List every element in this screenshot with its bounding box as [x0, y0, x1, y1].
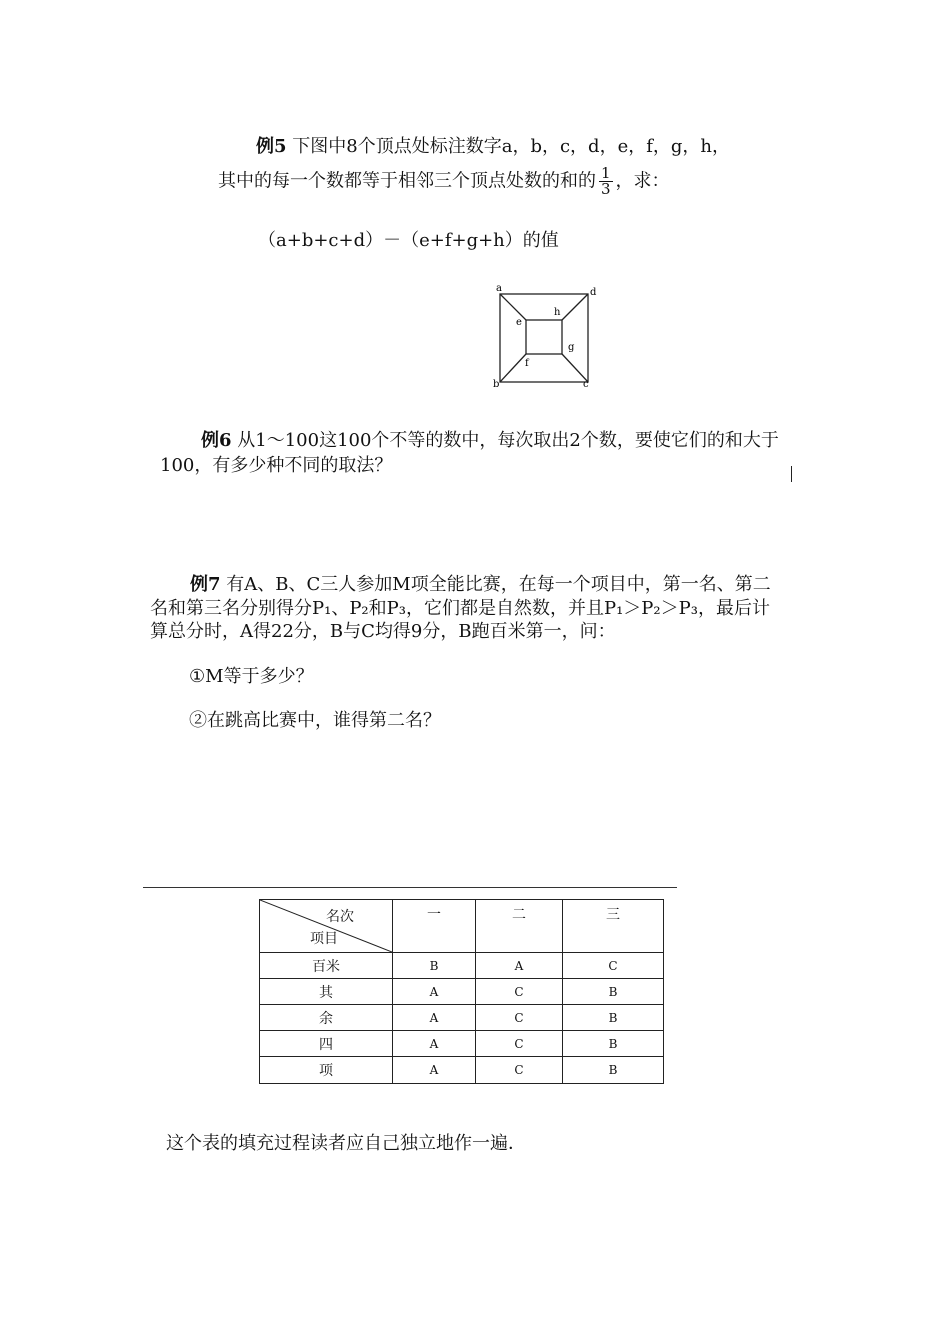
- table-cell: C: [476, 979, 563, 1005]
- column-header-3: 三: [563, 900, 664, 953]
- vertex-label-e: e: [516, 317, 522, 328]
- row-name: 项: [260, 1057, 393, 1084]
- closing-sentence: 这个表的填充过程读者应自己独立地作一遍．: [166, 1133, 526, 1154]
- table-cell: A: [393, 1005, 476, 1031]
- table-cell: C: [476, 1031, 563, 1057]
- column-header-1: 一: [393, 900, 476, 953]
- column-header-2: 二: [476, 900, 563, 953]
- vertex-label-c: c: [583, 379, 589, 390]
- ranking-table: [259, 899, 664, 1084]
- edge-d-h: [562, 294, 588, 320]
- table-header-row: [260, 900, 664, 953]
- fraction-numerator: 1: [601, 164, 611, 182]
- ex5-text2: 其中的每一个数都等于相邻三个顶点处数的和的: [218, 170, 596, 192]
- ex5-expression: （a+b+c+d）－（e+f+g+h）的值: [258, 230, 559, 251]
- table-cell: C: [476, 1005, 563, 1031]
- nested-squares-figure: [490, 280, 610, 395]
- row-name: 其: [260, 979, 393, 1005]
- table-row: [260, 953, 664, 979]
- ex7-question1: ①M等于多少？: [189, 666, 314, 687]
- ex7-line1: [190, 574, 771, 596]
- ex7-label: 例7: [190, 574, 221, 595]
- row-name: 四: [260, 1031, 393, 1057]
- fraction-one-third: [599, 166, 613, 197]
- table-diagonal-header: [260, 900, 393, 953]
- vertex-label-h: h: [554, 307, 561, 318]
- ex7-text1: 有A、B、C三人参加M项全能比赛，在每一个项目中，第一名、第二: [226, 574, 771, 595]
- table-cell: B: [563, 1005, 664, 1031]
- edge-b-f: [500, 354, 526, 382]
- vertex-label-a: a: [496, 283, 502, 294]
- table-cell: B: [563, 979, 664, 1005]
- ex7-line2: 名和第三名分别得分P₁、P₂和P₃，它们都是自然数，并且P₁＞P₂＞P₃，最后计: [150, 598, 770, 619]
- ex5-text2-post: ，求：: [615, 170, 670, 192]
- vertex-label-g: g: [568, 342, 575, 353]
- horizontal-rule: [143, 887, 677, 888]
- table-cell: B: [563, 1031, 664, 1057]
- table-cell: A: [393, 1031, 476, 1057]
- vertex-label-d: d: [590, 287, 597, 298]
- table-row: [260, 979, 664, 1005]
- table-row: [260, 1005, 664, 1031]
- ex5-label: 例5: [256, 136, 287, 157]
- row-name: 百米: [260, 953, 393, 979]
- edge-c-g: [562, 354, 588, 382]
- table-cell: B: [563, 1057, 664, 1084]
- table-cell: C: [563, 953, 664, 979]
- inner-square: [526, 320, 562, 354]
- ex7-question2: ②在跳高比赛中，谁得第二名？: [189, 710, 441, 731]
- table-row: [260, 1031, 664, 1057]
- vertex-label-b: b: [493, 379, 500, 390]
- ex5-line1: [256, 136, 730, 158]
- ex6-text1: 从1～100这100个不等的数中，每次取出2个数，要使它们的和大于: [237, 430, 779, 451]
- table-cell: C: [476, 1057, 563, 1084]
- table-row: [260, 1057, 664, 1084]
- table-cell: A: [476, 953, 563, 979]
- table-cell: A: [393, 979, 476, 1005]
- table-cell: B: [393, 953, 476, 979]
- table-cell: A: [393, 1057, 476, 1084]
- ex6-label: 例6: [201, 430, 232, 451]
- ex6-line2: 100，有多少种不同的取法？: [160, 455, 393, 476]
- ex6-line1: [201, 430, 779, 452]
- row-name: 余: [260, 1005, 393, 1031]
- fraction-denominator: 3: [601, 180, 611, 198]
- header-event-label: 项目: [310, 931, 338, 947]
- ex7-line3: 算总分时，A得22分，B与C均得9分，B跑百米第一，问：: [150, 621, 616, 642]
- header-rank-label: 名次: [326, 909, 354, 925]
- ex5-text1: 下图中8个顶点处标注数字a，b，c，d，e，f，g，h，: [292, 136, 731, 157]
- edge-a-e: [500, 294, 526, 320]
- vertex-label-f: f: [525, 358, 529, 369]
- ex5-line2: [218, 166, 670, 197]
- text-cursor: [791, 466, 792, 482]
